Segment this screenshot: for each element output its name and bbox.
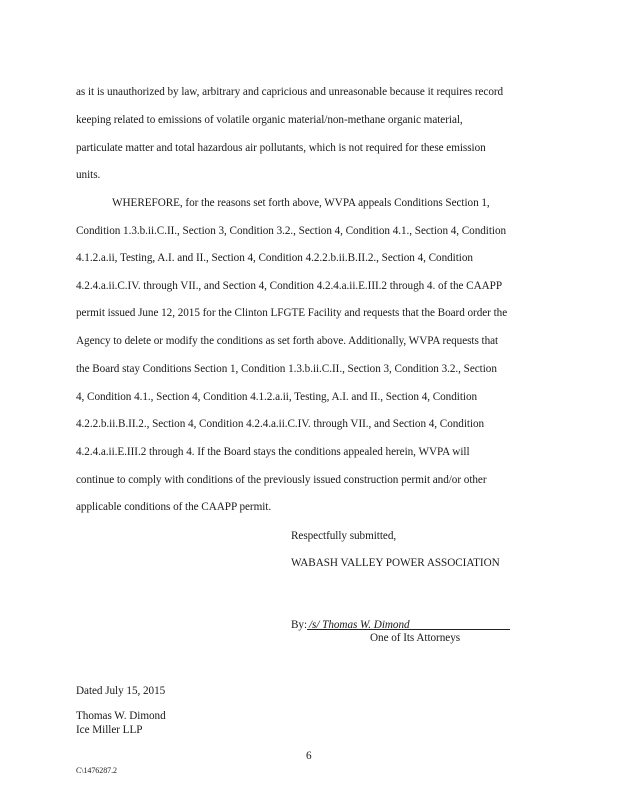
page-number: 6	[306, 750, 312, 762]
wherefore-line: 4, Condition 4.1., Section 4, Condition 4.1.2.a.ii, Testing, A.I. and II., Section 4, Condition	[76, 391, 478, 403]
wherefore-line: permit issued June 12, 2015 for the Clinton LFGTE Facility and requests that the Board order the	[76, 307, 508, 319]
date-line: Dated July 15, 2015	[76, 685, 166, 697]
wherefore-line: Agency to delete or modify the conditions as set forth above. Additionally, WVPA requests that	[76, 335, 499, 347]
signer-role: One of Its Attorneys	[370, 632, 461, 644]
counsel-firm: Ice Miller LLP	[76, 724, 143, 736]
closing: Respectfully submitted,	[291, 530, 397, 542]
wherefore-line: Condition 1.3.b.ii.C.II., Section 3, Condition 3.2., Section 4, Condition 4.1., Section 4, Condition	[76, 225, 507, 237]
wherefore-line: 4.2.2.b.ii.B.II.2., Section 4, Condition 4.2.4.a.ii.C.IV. through VII., and Section 4, Condition	[76, 418, 485, 430]
wherefore-line: applicable conditions of the CAAPP permit.	[76, 501, 272, 513]
organization-name: WABASH VALLEY POWER ASSOCIATION	[291, 557, 500, 569]
body-line: keeping related to emissions of volatile organic material/non-methane organic material,	[76, 114, 463, 126]
by-label: By:	[291, 619, 308, 631]
signature-line	[307, 629, 510, 630]
body-line: as it is unauthorized by law, arbitrary and capricious and unreasonable because it requires record	[76, 86, 504, 98]
document-id: C\1476287.2	[76, 766, 118, 775]
wherefore-line: 4.1.2.a.ii, Testing, A.I. and II., Section 4, Condition 4.2.2.b.ii.B.II.2., Section 4, Condition	[76, 252, 473, 264]
wherefore-line: WHEREFORE, for the reasons set forth above, WVPA appeals Conditions Section 1,	[112, 197, 490, 209]
wherefore-line: continue to comply with conditions of the previously issued construction permit and/or other	[76, 474, 487, 486]
counsel-name: Thomas W. Dimond	[76, 710, 166, 722]
body-line: particulate matter and total hazardous air pollutants, which is not required for these emission	[76, 142, 486, 154]
wherefore-line: 4.2.4.a.ii.C.IV. through VII., and Section 4, Condition 4.2.4.a.ii.E.III.2 through 4. of the CAAPP	[76, 280, 502, 292]
wherefore-line: 4.2.4.a.ii.E.III.2 through 4. If the Board stays the conditions appealed herein, WVPA will	[76, 446, 470, 458]
body-line: units.	[76, 169, 101, 181]
signer-signature: /s/ Thomas W. Dimond	[309, 619, 410, 631]
wherefore-line: the Board stay Conditions Section 1, Condition 1.3.b.ii.C.II., Section 3, Condition 3.2., Section	[76, 363, 497, 375]
